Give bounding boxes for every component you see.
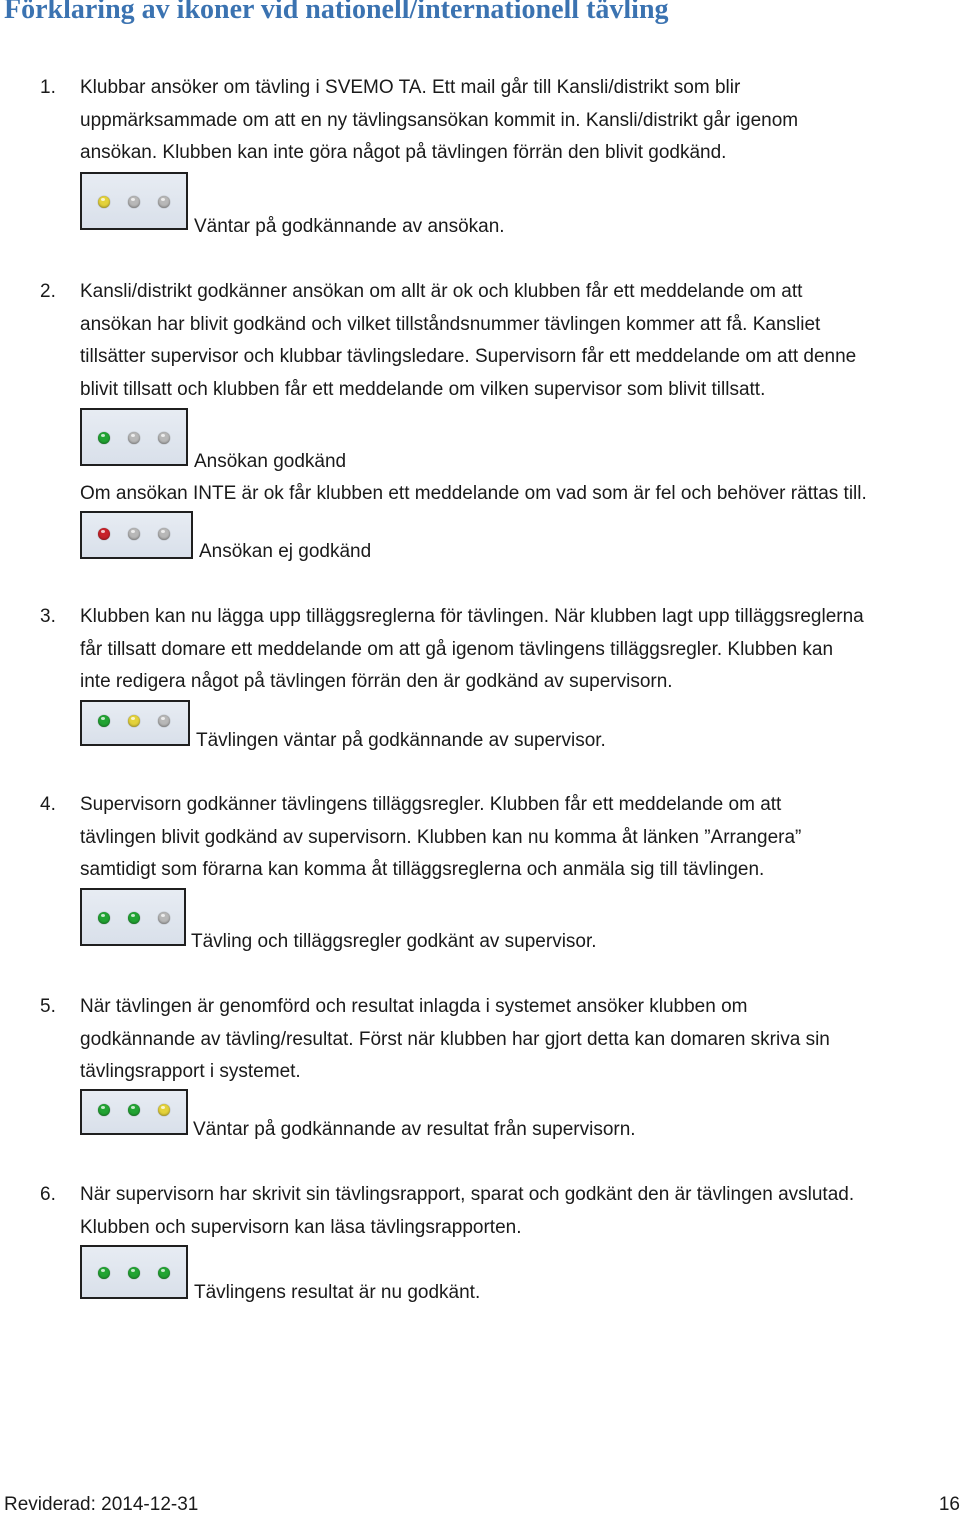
item-5-text — [80, 991, 960, 1089]
item-6-line: När supervisorn har skrivit sin tävlingsrapport, sparat och godkänt den är tävlingen avslutad. — [80, 1184, 855, 1205]
item-6-text — [80, 1179, 960, 1244]
item-4-number: 4. — [40, 794, 56, 815]
status-caption: Ansökan godkänd — [194, 451, 347, 472]
item-1-number: 1. — [40, 77, 56, 98]
item-2-number: 2. — [40, 281, 56, 302]
status-lamps-pending-application — [80, 172, 188, 230]
item-6-number: 6. — [40, 1184, 56, 1205]
green-lamp-icon — [98, 912, 110, 924]
item-5-line: När tävlingen är genomförd och resultat inlagda i systemet ansöker klubben om — [80, 996, 748, 1017]
item-4-line: tävlingen blivit godkänd av supervisorn. Klubben kan nu komma åt länken ”Arrangera” — [80, 826, 802, 848]
status-lamps-supervisor-approved — [80, 888, 186, 946]
grey-lamp-icon — [158, 912, 170, 924]
green-lamp-icon — [98, 1267, 110, 1279]
item-6-line: Klubben och supervisorn kan läsa tävlingsrapporten. — [80, 1216, 522, 1238]
status-caption: Väntar på godkännande av ansökan. — [194, 216, 505, 237]
grey-lamp-icon — [128, 196, 140, 208]
item-3-line: inte redigera något på tävlingen förrän den är godkänd av supervisorn. — [80, 671, 673, 692]
status-lamps-application-approved — [80, 408, 188, 466]
item-3-number: 3. — [40, 606, 56, 627]
item-2-note: Om ansökan INTE är ok får klubben ett meddelande om vad som är fel och behöver rättas till. — [80, 483, 867, 504]
item-4-text — [80, 789, 960, 887]
status-lamps-result-approved — [80, 1245, 188, 1299]
item-1-line: Klubbar ansöker om tävling i SVEMO TA. Ett mail går till Kansli/distrikt som blir — [80, 77, 741, 98]
page-number: 16 — [938, 1494, 960, 1515]
item-2-line: Kansli/distrikt godkänner ansökan om allt är ok och klubben får ett meddelande om att — [80, 281, 803, 302]
item-1-text — [80, 72, 960, 170]
yellow-lamp-icon — [128, 715, 140, 727]
green-lamp-icon — [98, 432, 110, 444]
yellow-lamp-icon — [158, 1104, 170, 1116]
item-5-line: godkännande av tävling/resultat. Först när klubben har gjort detta kan domaren skriva sin — [80, 1028, 830, 1050]
item-3-line: Klubben kan nu lägga upp tilläggsreglerna för tävlingen. När klubben lagt upp tilläggsreglerna — [80, 606, 864, 627]
green-lamp-icon — [128, 912, 140, 924]
item-2-line: ansökan har blivit godkänd och vilket tillståndsnummer tävlingen kommer att få. Kansliet — [80, 313, 821, 335]
status-lamps-application-rejected — [80, 511, 193, 559]
grey-lamp-icon — [128, 528, 140, 540]
green-lamp-icon — [98, 1104, 110, 1116]
status-caption: Tävling och tilläggsregler godkänt av supervisor. — [191, 931, 597, 952]
grey-lamp-icon — [158, 196, 170, 208]
revision-date: Reviderad: 2014-12-31 — [4, 1494, 199, 1515]
item-5-line: tävlingsrapport i systemet. — [80, 1061, 301, 1082]
item-1-line: uppmärksammade om att en ny tävlingsansökan kommit in. Kansli/distrikt går igenom — [80, 109, 799, 131]
yellow-lamp-icon — [98, 196, 110, 208]
grey-lamp-icon — [158, 715, 170, 727]
green-lamp-icon — [128, 1267, 140, 1279]
item-4-line: Supervisorn godkänner tävlingens tilläggsregler. Klubben får ett meddelande om att — [80, 794, 782, 815]
status-lamps-awaiting-result-approval — [80, 1089, 188, 1135]
item-3-text — [80, 601, 960, 699]
item-3-line: får tillsatt domare ett meddelande om att gå igenom tävlingens tilläggsregler. Klubben kan — [80, 638, 834, 660]
red-lamp-icon — [98, 528, 110, 540]
green-lamp-icon — [158, 1267, 170, 1279]
grey-lamp-icon — [158, 528, 170, 540]
grey-lamp-icon — [128, 432, 140, 444]
item-2-text — [80, 276, 960, 406]
grey-lamp-icon — [158, 432, 170, 444]
status-caption: Tävlingens resultat är nu godkänt. — [194, 1282, 481, 1303]
item-2-line: tillsätter supervisor och klubbar tävlingsledare. Supervisorn får ett meddelande om att denne — [80, 346, 857, 367]
status-caption: Tävlingen väntar på godkännande av supervisor. — [196, 730, 606, 751]
item-1-line: ansökan. Klubben kan inte göra något på tävlingen förrän den blivit godkänd. — [80, 142, 727, 163]
status-caption: Ansökan ej godkänd — [199, 541, 372, 562]
item-2-line: blivit tillsatt och klubben får ett meddelande om vilken supervisor som blivit tillsatt. — [80, 378, 766, 400]
item-4-line: samtidigt som förarna kan komma åt tilläggsreglerna och anmäla sig till tävlingen. — [80, 859, 765, 880]
status-lamps-awaiting-supervisor — [80, 700, 190, 746]
green-lamp-icon — [128, 1104, 140, 1116]
item-5-number: 5. — [40, 996, 56, 1017]
page-title: Förklaring av ikoner vid nationell/internationell tävling — [4, 0, 669, 25]
green-lamp-icon — [98, 715, 110, 727]
status-caption: Väntar på godkännande av resultat från supervisorn. — [193, 1119, 636, 1140]
